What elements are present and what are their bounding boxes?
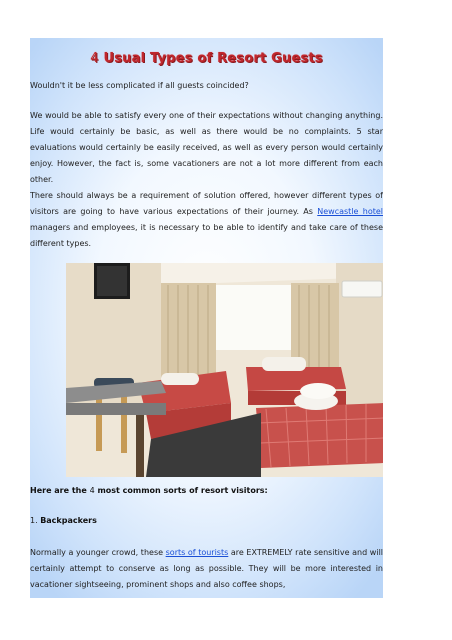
- list-heading-number: 4: [89, 486, 95, 495]
- newcastle-hotel-link[interactable]: Newcastle hotel: [317, 207, 383, 216]
- title-number: 4: [90, 51, 99, 66]
- paragraph-service-text-1: There should always be a requirement of solution offered, however different types of visitors are going to have various expectations of their journey. As: [30, 191, 383, 216]
- document-title: [30, 51, 383, 66]
- list-item-backpackers: [30, 513, 383, 529]
- list-item-number: 1.: [30, 516, 38, 525]
- list-heading-text-1: Here are the: [30, 486, 90, 495]
- hotel-room-photo: [66, 263, 383, 477]
- paragraph-intro: Wouldn't it be less complicated if all guests coincided?: [30, 81, 249, 90]
- list-heading: [30, 483, 383, 499]
- sorts-of-tourists-link[interactable]: sorts of tourists: [165, 548, 229, 557]
- paragraph-backpackers-text-2: are EXTREMELY rate sensitive and will certainly attempt to conserve as long as possible. They will be more interested in vacationer sightseeing, prominent shops and also coffee shops,: [30, 548, 383, 589]
- paragraph-backpackers: [30, 545, 383, 593]
- document-page: [30, 38, 383, 598]
- list-heading-text-2: most common sorts of resort visitors:: [94, 486, 268, 495]
- list-item-title: Backpackers: [40, 516, 97, 525]
- paragraph-service-text-2: managers and employees, it is necessary to be able to identify and take care of these different types.: [30, 223, 383, 248]
- paragraph-backpackers-text-1: Normally a younger crowd, these: [30, 548, 166, 557]
- paragraph-service: [30, 188, 383, 252]
- paragraph-expectations: We would be able to satisfy every one of their expectations without changing anything. Life would certainly be basic, as well as there would be no complaints. 5 star evaluations would certainly be easily received, as well as every person would certainly enjoy. However, the fact is, some vacationers are not a lot more different from each other.: [30, 111, 383, 184]
- title-text: Usual Types of Resort Guests: [103, 51, 323, 66]
